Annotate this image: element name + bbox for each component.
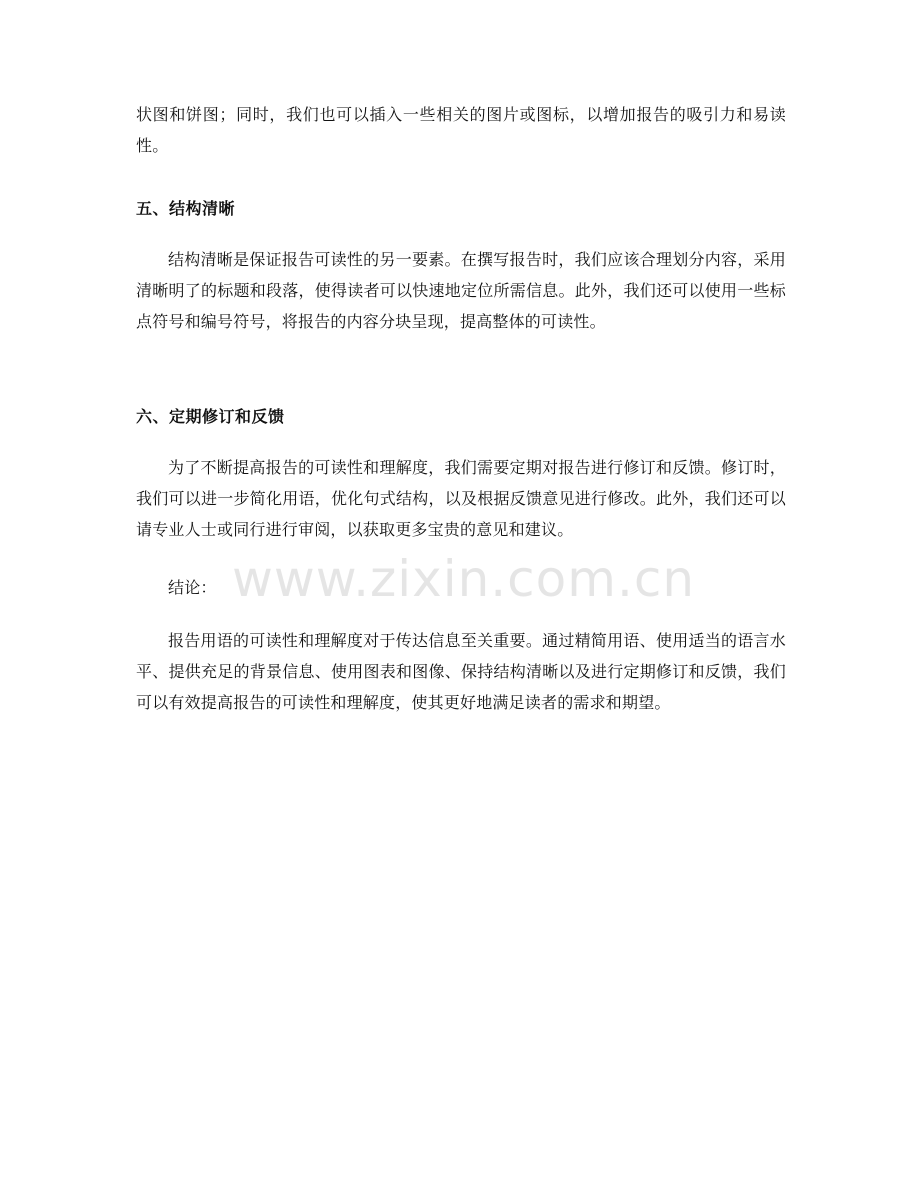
paragraph-charts: 状图和饼图；同时，我们也可以插入一些相关的图片或图标，以增加报告的吸引力和易读性。 <box>136 105 786 155</box>
paragraph-revision: 为了不断提高报告的可读性和理解度，我们需要定期对报告进行修订和反馈。修订时，我们可以进一步简化用语，优化句式结构，以及根据反馈意见进行修改。此外，我们还可以请专业人士或同行进行审阅，以获取更多宝贵的意见和建议。 <box>136 458 786 539</box>
paragraph-structure: 结构清晰是保证报告可读性的另一要素。在撰写报告时，我们应该合理划分内容，采用清晰明了的标题和段落，使得读者可以快速地定位所需信息。此外，我们还可以使用一些标点符号和编号符号，将报告的内容分块呈现，提高整体的可读性。 <box>136 250 786 331</box>
paragraph-conclusion: 报告用语的可读性和理解度对于传达信息至关重要。通过精简用语、使用适当的语言水平、提供充足的背景信息、使用图表和图像、保持结构清晰以及进行定期修订和反馈，我们可以有效提高报告的可读性和理解度，使其更好地满足读者的需求和期望。 <box>136 631 786 712</box>
heading-structure: 五、结构清晰 <box>136 199 236 218</box>
conclusion-label: 结论： <box>168 578 217 597</box>
heading-revision: 六、定期修订和反馈 <box>136 407 285 426</box>
watermark: www.zixin.com.cn <box>232 550 696 608</box>
